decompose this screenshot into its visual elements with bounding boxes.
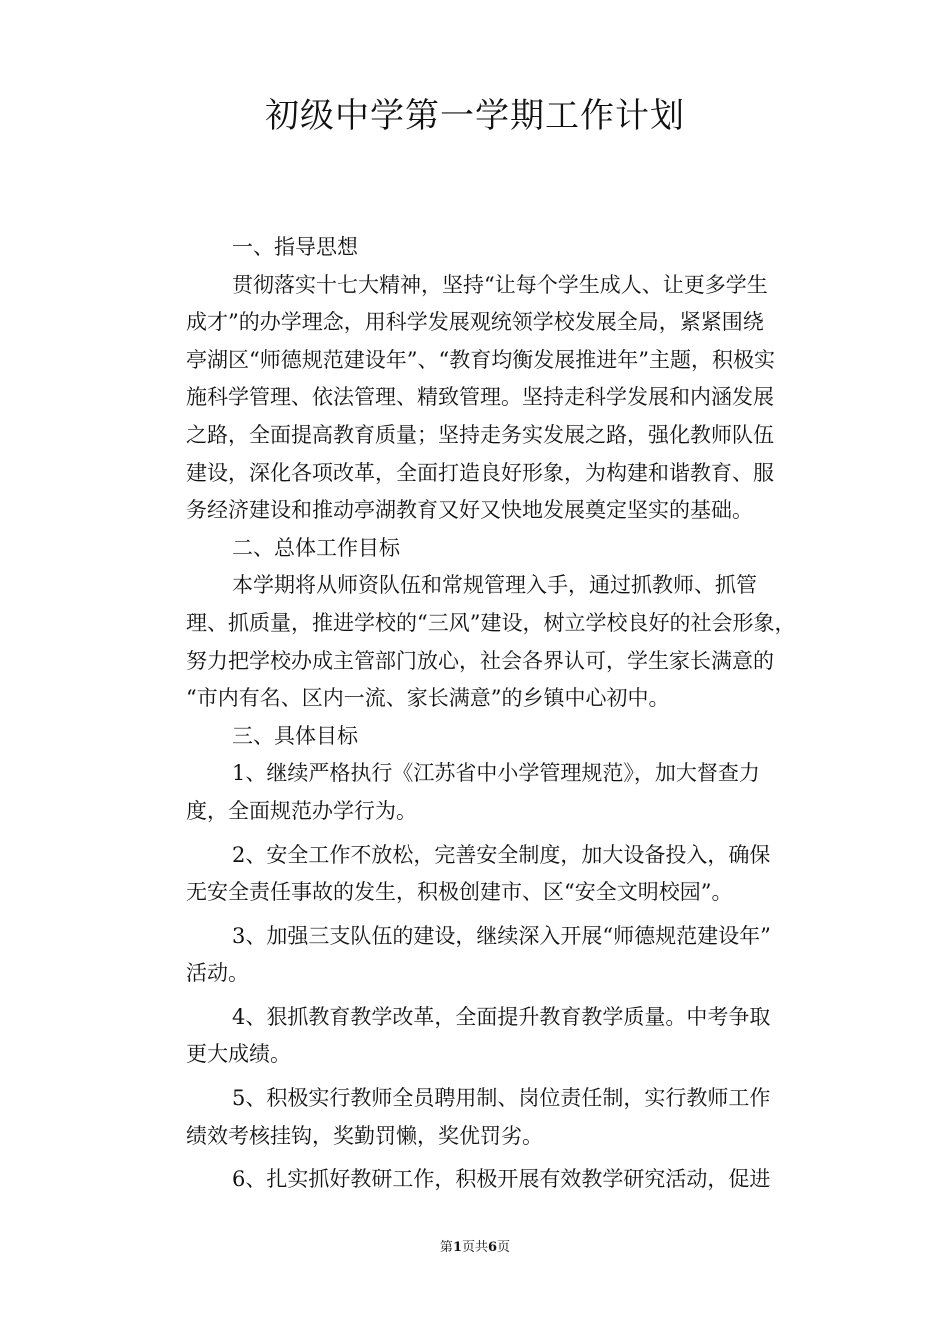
- paragraph-line: 之路，全面提高教育质量；坚持走务实发展之路，强化教师队伍: [186, 422, 774, 447]
- section-heading: 三、具体目标: [232, 723, 358, 748]
- footer-suffix: 页: [497, 1240, 511, 1255]
- section-heading: 二、总体工作目标: [232, 535, 400, 560]
- list-item-line: 活动。: [186, 961, 249, 986]
- section-heading: 一、指导思想: [232, 235, 358, 259]
- list-item-line: 4、狠抓教育教学改革，全面提升教育教学质量。中考争取: [232, 1004, 771, 1029]
- footer-middle: 页共: [461, 1240, 488, 1255]
- list-item-line: 2、安全工作不放松，完善安全制度，加大设备投入，确保: [232, 842, 771, 867]
- paragraph-line: 建设，深化各项改革，全面打造良好形象，为构建和谐教育、服: [186, 460, 774, 485]
- document-title: 初级中学第一学期工作计划: [265, 96, 685, 136]
- paragraph-line: 亭湖区“师德规范建设年”、“教育均衡发展推进年”主题，积极实: [186, 347, 775, 372]
- paragraph-line: 务经济建设和推动亭湖教育又好又快地发展奠定坚实的基础。: [186, 498, 753, 523]
- list-item-line: 绩效考核挂钩，奖勤罚懒，奖优罚劣。: [186, 1123, 543, 1148]
- paragraph-line: 贯彻落实十七大精神，坚持“让每个学生成人、让更多学生: [232, 272, 768, 297]
- footer-prefix: 第: [439, 1240, 453, 1255]
- paragraph-line: 努力把学校办成主管部门放心，社会各界认可，学生家长满意的: [186, 648, 774, 673]
- paragraph-line: 施科学管理、依法管理、精致管理。坚持走科学发展和内涵发展: [186, 385, 774, 410]
- page-footer: [0, 1238, 950, 1258]
- list-item-line: 1、继续严格执行《江苏省中小学管理规范》，加大督查力: [232, 761, 760, 786]
- total-page-count: 6: [488, 1240, 498, 1255]
- paragraph-line: 成才”的办学理念，用科学发展观统领学校发展全局，紧紧围绕: [186, 310, 764, 335]
- list-item-line: 3、加强三支队伍的建设，继续深入开展“师德规范建设年”: [232, 923, 771, 948]
- list-item-line: 6、扎实抓好教研工作，积极开展有效教学研究活动，促进: [232, 1167, 771, 1192]
- list-item-line: 无安全责任事故的发生，积极创建市、区“安全文明校园”。: [186, 880, 733, 905]
- paragraph-line: “市内有名、区内一流、家长满意”的乡镇中心初中。: [186, 686, 670, 711]
- list-item-line: 度，全面规范办学行为。: [186, 798, 417, 823]
- list-item-line: 5、积极实行教师全员聘用制、岗位责任制，实行教师工作: [232, 1086, 771, 1111]
- paragraph-line: 理、抓质量，推进学校的“三风”建设，树立学校良好的社会形象，: [186, 610, 796, 635]
- document-body: [186, 229, 814, 1199]
- paragraph-line: 本学期将从师资队伍和常规管理入手，通过抓教师、抓管: [232, 573, 757, 598]
- list-item-line: 更大成绩。: [186, 1042, 291, 1067]
- current-page-number: 1: [452, 1240, 462, 1255]
